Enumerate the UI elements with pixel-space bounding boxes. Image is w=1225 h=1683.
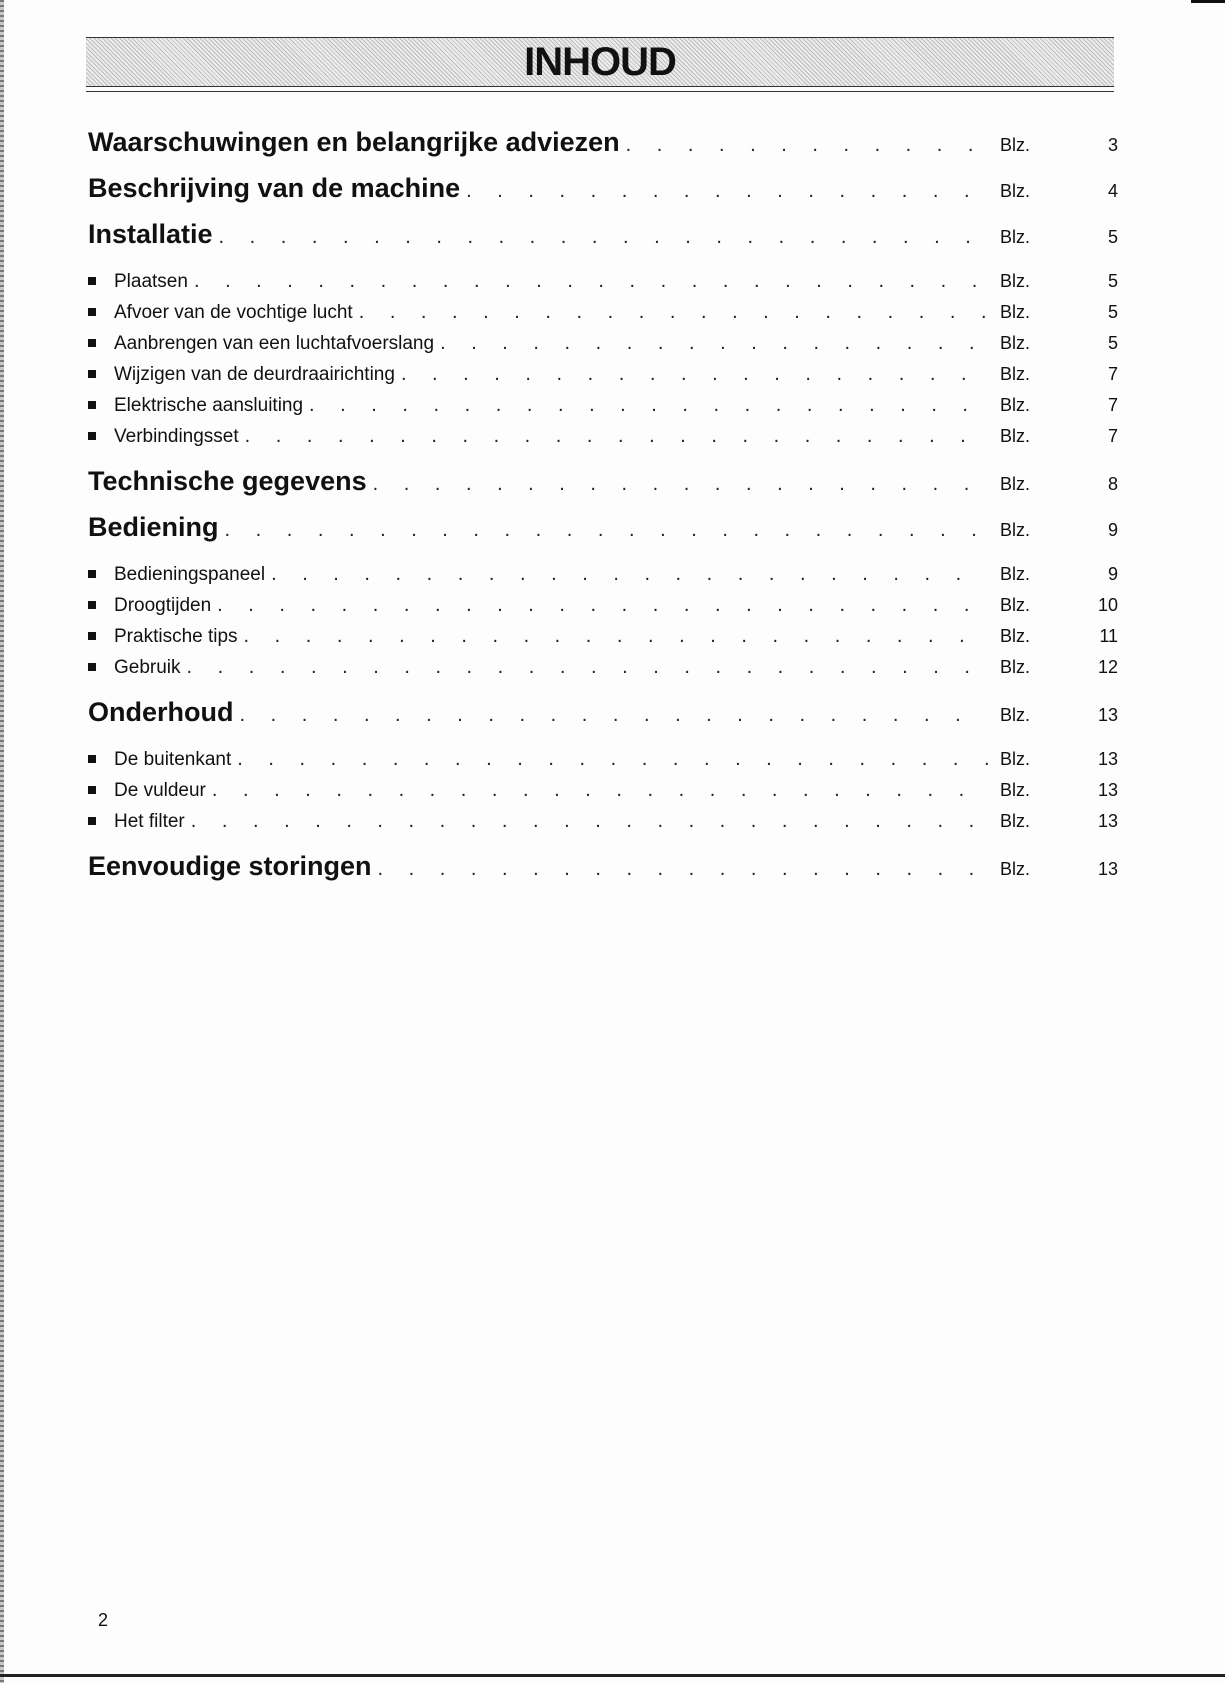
toc-entry-sub[interactable] <box>88 270 1118 293</box>
dot-leader <box>191 810 988 833</box>
toc-entry-label: Plaatsen <box>114 271 188 292</box>
toc-entry-main[interactable] <box>88 466 1118 497</box>
toc-entry-label: Bediening <box>88 512 219 542</box>
toc-page-number: 5 <box>1107 227 1118 247</box>
toc-entry-sub[interactable] <box>88 425 1118 448</box>
dot-leader <box>212 779 988 802</box>
toc-entry-label: Aanbrengen van een luchtafvoerslang <box>114 333 435 354</box>
toc-page-prefix: Blz. <box>1000 626 1031 646</box>
toc-page-prefix: Blz. <box>1000 474 1031 494</box>
toc-entry-sub[interactable] <box>88 625 1118 648</box>
toc-page-number: 13 <box>1097 780 1118 800</box>
toc-entry-label: Onderhoud <box>88 697 234 727</box>
toc-entry-main[interactable] <box>88 512 1118 543</box>
toc-page-number: 10 <box>1097 595 1118 615</box>
dot-leader <box>378 858 988 881</box>
toc-entry-label: Het filter <box>114 811 185 832</box>
square-bullet-icon <box>88 401 96 409</box>
square-bullet-icon <box>88 432 96 440</box>
toc-entry-label: De buitenkant <box>114 749 232 770</box>
dot-leader <box>401 363 988 386</box>
corner-mark <box>1191 0 1225 3</box>
toc-entry-label: Installatie <box>88 219 213 249</box>
square-bullet-icon <box>88 308 96 316</box>
toc-entry-label: Praktische tips <box>114 626 238 647</box>
toc-page-number: 12 <box>1097 657 1118 677</box>
toc-entry-sub[interactable] <box>88 394 1118 417</box>
toc-entry-sub[interactable] <box>88 656 1118 679</box>
dot-leader <box>225 519 988 542</box>
page-edge-bottom <box>0 1674 1225 1677</box>
toc-entry-sub[interactable] <box>88 363 1118 386</box>
toc-page-prefix: Blz. <box>1000 271 1031 291</box>
toc-page-prefix: Blz. <box>1000 595 1031 615</box>
dot-leader <box>359 301 988 324</box>
toc-page-number: 5 <box>1107 333 1118 353</box>
toc-entry-label: Bedieningspaneel <box>114 564 266 585</box>
toc-page-prefix: Blz. <box>1000 181 1031 201</box>
toc-entry-sub[interactable] <box>88 810 1118 833</box>
toc-page-number: 13 <box>1097 811 1118 831</box>
toc-page-number: 13 <box>1097 749 1118 769</box>
toc-page-prefix: Blz. <box>1000 333 1031 353</box>
toc-page-prefix: Blz. <box>1000 302 1031 322</box>
toc-entry-sub[interactable] <box>88 779 1118 802</box>
toc-entry-label: Afvoer van de vochtige lucht <box>114 302 353 323</box>
toc-entry-main[interactable] <box>88 851 1118 882</box>
toc-entry-sub[interactable] <box>88 748 1118 771</box>
toc-entry-label: Wijzigen van de deurdraairichting <box>114 364 395 385</box>
toc-page-number: 13 <box>1097 859 1118 879</box>
toc-entry-label: Droogtijden <box>114 595 212 616</box>
dot-leader <box>626 134 988 157</box>
dot-leader <box>440 332 988 355</box>
dot-leader <box>237 748 988 771</box>
square-bullet-icon <box>88 817 96 825</box>
page-title: INHOUD <box>524 40 676 84</box>
page-edge-left <box>0 0 4 1683</box>
dot-leader <box>271 563 988 586</box>
dot-leader <box>194 270 988 293</box>
toc-page-prefix: Blz. <box>1000 705 1031 725</box>
toc-page-prefix: Blz. <box>1000 227 1031 247</box>
toc-entry-label: Waarschuwingen en belangrijke adviezen <box>88 127 620 157</box>
toc-entry-sub[interactable] <box>88 332 1118 355</box>
dot-leader <box>219 226 988 249</box>
square-bullet-icon <box>88 601 96 609</box>
square-bullet-icon <box>88 339 96 347</box>
toc-entry-label: De vuldeur <box>114 780 206 801</box>
dot-leader <box>373 473 988 496</box>
toc-page-number: 5 <box>1107 302 1118 322</box>
toc-page-prefix: Blz. <box>1000 364 1031 384</box>
toc-page-number: 11 <box>1099 626 1118 646</box>
toc-page-number: 3 <box>1107 135 1118 155</box>
square-bullet-icon <box>88 277 96 285</box>
dot-leader <box>187 656 988 679</box>
dot-leader <box>217 594 988 617</box>
toc-entry-sub[interactable] <box>88 563 1118 586</box>
toc-entry-sub[interactable] <box>88 301 1118 324</box>
toc-entry-label: Verbindingsset <box>114 426 239 447</box>
toc-page-prefix: Blz. <box>1000 135 1031 155</box>
toc-page-prefix: Blz. <box>1000 395 1031 415</box>
toc-page-prefix: Blz. <box>1000 749 1031 769</box>
toc-page-prefix: Blz. <box>1000 859 1031 879</box>
toc-entry-main[interactable] <box>88 173 1118 204</box>
toc-page-prefix: Blz. <box>1000 780 1031 800</box>
toc-page-number: 13 <box>1097 705 1118 725</box>
toc-page-prefix: Blz. <box>1000 426 1031 446</box>
toc-entry-sub[interactable] <box>88 594 1118 617</box>
toc-entry-label: Elektrische aansluiting <box>114 395 304 416</box>
page-number: 2 <box>98 1610 109 1630</box>
toc-page-prefix: Blz. <box>1000 564 1031 584</box>
toc-entry-label: Beschrijving van de machine <box>88 173 461 203</box>
toc-page-number: 9 <box>1107 520 1118 540</box>
toc-entry-label: Eenvoudige storingen <box>88 851 372 881</box>
toc-page-prefix: Blz. <box>1000 520 1031 540</box>
header-band <box>86 37 1114 87</box>
toc-page-prefix: Blz. <box>1000 811 1031 831</box>
dot-leader <box>239 704 988 727</box>
square-bullet-icon <box>88 632 96 640</box>
square-bullet-icon <box>88 755 96 763</box>
toc-entry-label: Gebruik <box>114 657 181 678</box>
toc-page-number: 8 <box>1107 474 1118 494</box>
toc-page-number: 7 <box>1107 364 1118 384</box>
dot-leader <box>245 425 988 448</box>
toc-entry-label: Technische gegevens <box>88 466 367 496</box>
toc-page-number: 7 <box>1107 426 1118 446</box>
toc-entry-main[interactable] <box>88 219 1118 250</box>
dot-leader <box>244 625 988 648</box>
square-bullet-icon <box>88 663 96 671</box>
toc-page-prefix: Blz. <box>1000 657 1031 677</box>
square-bullet-icon <box>88 370 96 378</box>
dot-leader <box>466 180 988 203</box>
toc-page-number: 4 <box>1107 181 1118 201</box>
toc-page-number: 9 <box>1107 564 1118 584</box>
square-bullet-icon <box>88 786 96 794</box>
toc-page-number: 5 <box>1107 271 1118 291</box>
toc-page-number: 7 <box>1107 395 1118 415</box>
dot-leader <box>309 394 988 417</box>
toc-entry-main[interactable] <box>88 697 1118 728</box>
toc-entry-main[interactable] <box>88 127 1118 158</box>
square-bullet-icon <box>88 570 96 578</box>
